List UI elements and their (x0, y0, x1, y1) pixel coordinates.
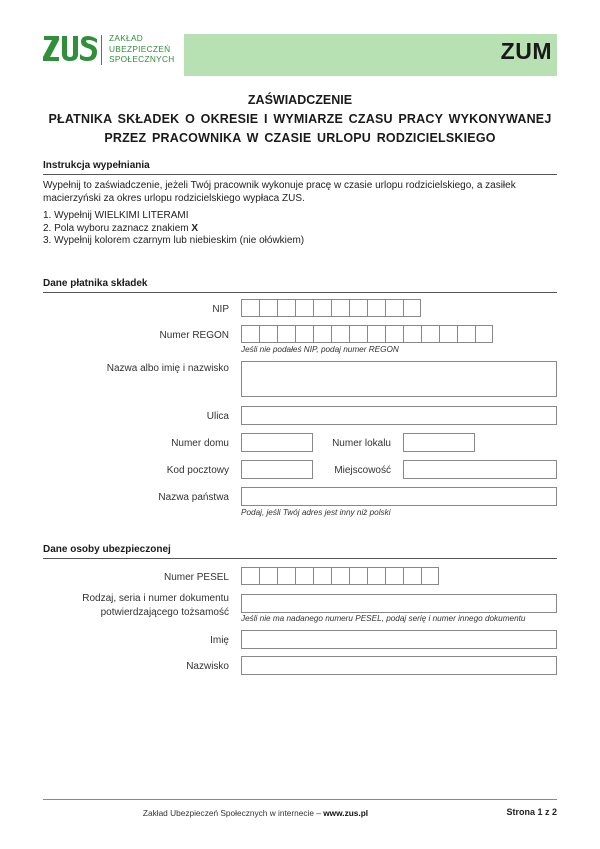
name-label: Nazwa albo imię i nazwisko (106, 363, 229, 374)
char-cell[interactable] (367, 567, 385, 585)
char-cell[interactable] (349, 299, 367, 317)
char-cell[interactable] (277, 325, 295, 343)
nip-label: NIP (212, 304, 229, 315)
payer-name-field[interactable] (241, 361, 557, 397)
instruction-item-2-mark: X (191, 222, 199, 234)
instructions-heading: Instrukcja wypełniania (43, 160, 557, 175)
char-cell[interactable] (403, 325, 421, 343)
regon-hint: Jeśli nie podałeś NIP, podaj numer REGON (241, 345, 399, 354)
footer-divider (43, 799, 557, 800)
logo-line-1: ZAKŁAD (109, 33, 144, 43)
street-label: Ulica (206, 411, 229, 422)
house-number-label: Numer domu (171, 438, 229, 449)
pesel-label: Numer PESEL (163, 572, 229, 583)
char-cell[interactable] (277, 299, 295, 317)
nip-input[interactable] (241, 299, 421, 317)
document-subtitle-line-2: PRZEZ PRACOWNIKA W CZASIE URLOPU RODZICIELSKIEGO (104, 131, 496, 145)
logo-line-2: UBEZPIECZEŃ (109, 43, 171, 54)
char-cell[interactable] (241, 567, 259, 585)
char-cell[interactable] (259, 325, 277, 343)
char-cell[interactable] (349, 325, 367, 343)
char-cell[interactable] (259, 299, 277, 317)
regon-label: Numer REGON (159, 330, 229, 341)
zus-logo (43, 33, 183, 67)
char-cell[interactable] (439, 325, 457, 343)
logo-divider (101, 35, 102, 65)
identity-document-field[interactable] (241, 594, 557, 613)
first-name-field[interactable] (241, 630, 557, 649)
char-cell[interactable] (475, 325, 493, 343)
footer-text (43, 808, 468, 818)
payer-heading: Dane płatnika składek (43, 278, 557, 293)
document-title: ZAŚWIADCZENIE (247, 93, 353, 107)
document-label (43, 592, 229, 620)
char-cell[interactable] (385, 325, 403, 343)
city-label: Miejscowość (334, 465, 391, 476)
char-cell[interactable] (295, 567, 313, 585)
house-number-field[interactable] (241, 433, 313, 452)
char-cell[interactable] (259, 567, 277, 585)
zus-logo-mark-icon (43, 33, 99, 63)
char-cell[interactable] (313, 299, 331, 317)
footer-caption: Zakład Ubezpieczeń Społecznych w internecie – (142, 808, 324, 818)
instruction-item-3: 3. Wypełnij kolorem czarnym lub niebieskim (nie ołówkiem) (43, 235, 305, 246)
char-cell[interactable] (331, 325, 349, 343)
street-field[interactable] (241, 406, 557, 425)
postcode-label: Kod pocztowy (166, 465, 229, 476)
form-code: ZUM (500, 38, 552, 64)
char-cell[interactable] (313, 567, 331, 585)
last-name-label: Nazwisko (186, 661, 229, 672)
postcode-field[interactable] (241, 460, 313, 479)
country-label: Nazwa państwa (158, 492, 229, 503)
country-hint: Podaj, jeśli Twój adres jest inny niż polski (241, 508, 391, 517)
char-cell[interactable] (331, 299, 349, 317)
char-cell[interactable] (421, 567, 439, 585)
instruction-item-1: 1. Wypełnij WIELKIMI LITERAMI (43, 210, 189, 221)
instructions-list (43, 210, 304, 248)
char-cell[interactable] (385, 299, 403, 317)
document-label-line-1: Rodzaj, seria i numer dokumentu (82, 593, 229, 604)
char-cell[interactable] (367, 325, 385, 343)
char-cell[interactable] (403, 567, 421, 585)
char-cell[interactable] (331, 567, 349, 585)
instruction-item-2 (43, 223, 304, 236)
char-cell[interactable] (241, 299, 259, 317)
first-name-label: Imię (210, 635, 229, 646)
logo-text (109, 33, 175, 65)
char-cell[interactable] (421, 325, 439, 343)
char-cell[interactable] (367, 299, 385, 317)
document-subtitle-line-1: PŁATNIKA SKŁADEK O OKRESIE I WYMIARZE CZASU PRACY WYKONYWANEJ (48, 112, 552, 126)
footer-link[interactable]: www.zus.pl (323, 808, 369, 818)
char-cell[interactable] (295, 299, 313, 317)
last-name-field[interactable] (241, 656, 557, 675)
logo-line-3: SPOŁECZNYCH (109, 54, 175, 64)
document-hint: Jeśli nie ma nadanego numeru PESEL, podaj serię i numer innego dokumentu (241, 614, 526, 623)
insured-heading: Dane osoby ubezpieczonej (43, 544, 557, 559)
pesel-input[interactable] (241, 567, 439, 585)
city-field[interactable] (403, 460, 557, 479)
char-cell[interactable] (385, 567, 403, 585)
char-cell[interactable] (403, 299, 421, 317)
regon-input[interactable] (241, 325, 493, 343)
char-cell[interactable] (241, 325, 259, 343)
char-cell[interactable] (277, 567, 295, 585)
char-cell[interactable] (295, 325, 313, 343)
char-cell[interactable] (457, 325, 475, 343)
country-field[interactable] (241, 487, 557, 506)
flat-number-label: Numer lokalu (332, 438, 391, 449)
document-label-line-2: potwierdzającego tożsamość (100, 607, 229, 618)
instructions-paragraph: Wypełnij to zaświadczenie, jeżeli Twój pracownik wykonuje pracę w czasie urlopu rodzicielskiego, a zasiłek macierzyński za okres urlopu rodzicielskiego wypłaca ZUS. (43, 180, 516, 204)
page-number: Strona 1 z 2 (506, 807, 557, 817)
flat-number-field[interactable] (403, 433, 475, 452)
char-cell[interactable] (313, 325, 331, 343)
instruction-item-2-text: 2. Pola wyboru zaznacz znakiem (43, 222, 192, 234)
char-cell[interactable] (349, 567, 367, 585)
